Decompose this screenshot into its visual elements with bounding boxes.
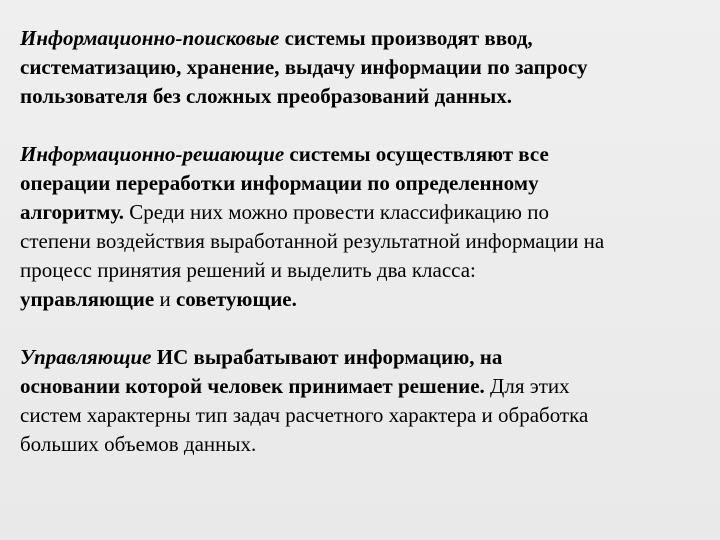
term-search-systems: Информационно-поисковые [20,26,280,50]
text-run: Среди них можно провести классификацию по [124,200,549,224]
paragraph-decision-systems [20,140,710,314]
paragraph-search-systems [20,24,710,111]
text-run: систематизацию, хранение, выдачу информации по запросу [20,55,588,79]
text-line [20,24,710,53]
text-line [20,227,710,256]
text-line [20,53,710,82]
text-line [20,82,710,111]
term-advisory: советующие. [175,287,297,311]
text-run: степени воздействия выработанной результатной информации на [20,229,605,253]
text-line [20,285,710,314]
text-line [20,343,710,372]
text-run: больших объемов данных. [20,432,257,456]
slide-text [20,24,710,459]
text-run: операции переработки информации по определенному [20,171,539,195]
text-line [20,372,710,401]
text-line [20,256,710,285]
text-line [20,401,710,430]
text-run: системы производят ввод, [279,26,533,50]
text-run: и [154,287,176,311]
text-line [20,169,710,198]
text-run: пользователя без сложных преобразований данных. [20,84,513,108]
text-run: Для этих [484,374,570,398]
term-decision-systems: Информационно-решающие [20,142,285,166]
text-run: процесс принятия решений и выделить два класса: [20,258,476,282]
text-line [20,140,710,169]
text-run: ИС вырабатывают информацию, на [151,345,503,369]
paragraph-control-systems [20,343,710,459]
text-run: основании которой человек принимает решение. [20,374,485,398]
text-line [20,430,710,459]
text-run: систем характерны тип задач расчетного характера и обработка [20,403,589,427]
text-line [20,198,710,227]
term-control: управляющие [20,287,155,311]
text-run: алгоритму. [20,200,125,224]
term-control-systems: Управляющие [20,345,152,369]
text-run: системы осуществляют все [284,142,549,166]
